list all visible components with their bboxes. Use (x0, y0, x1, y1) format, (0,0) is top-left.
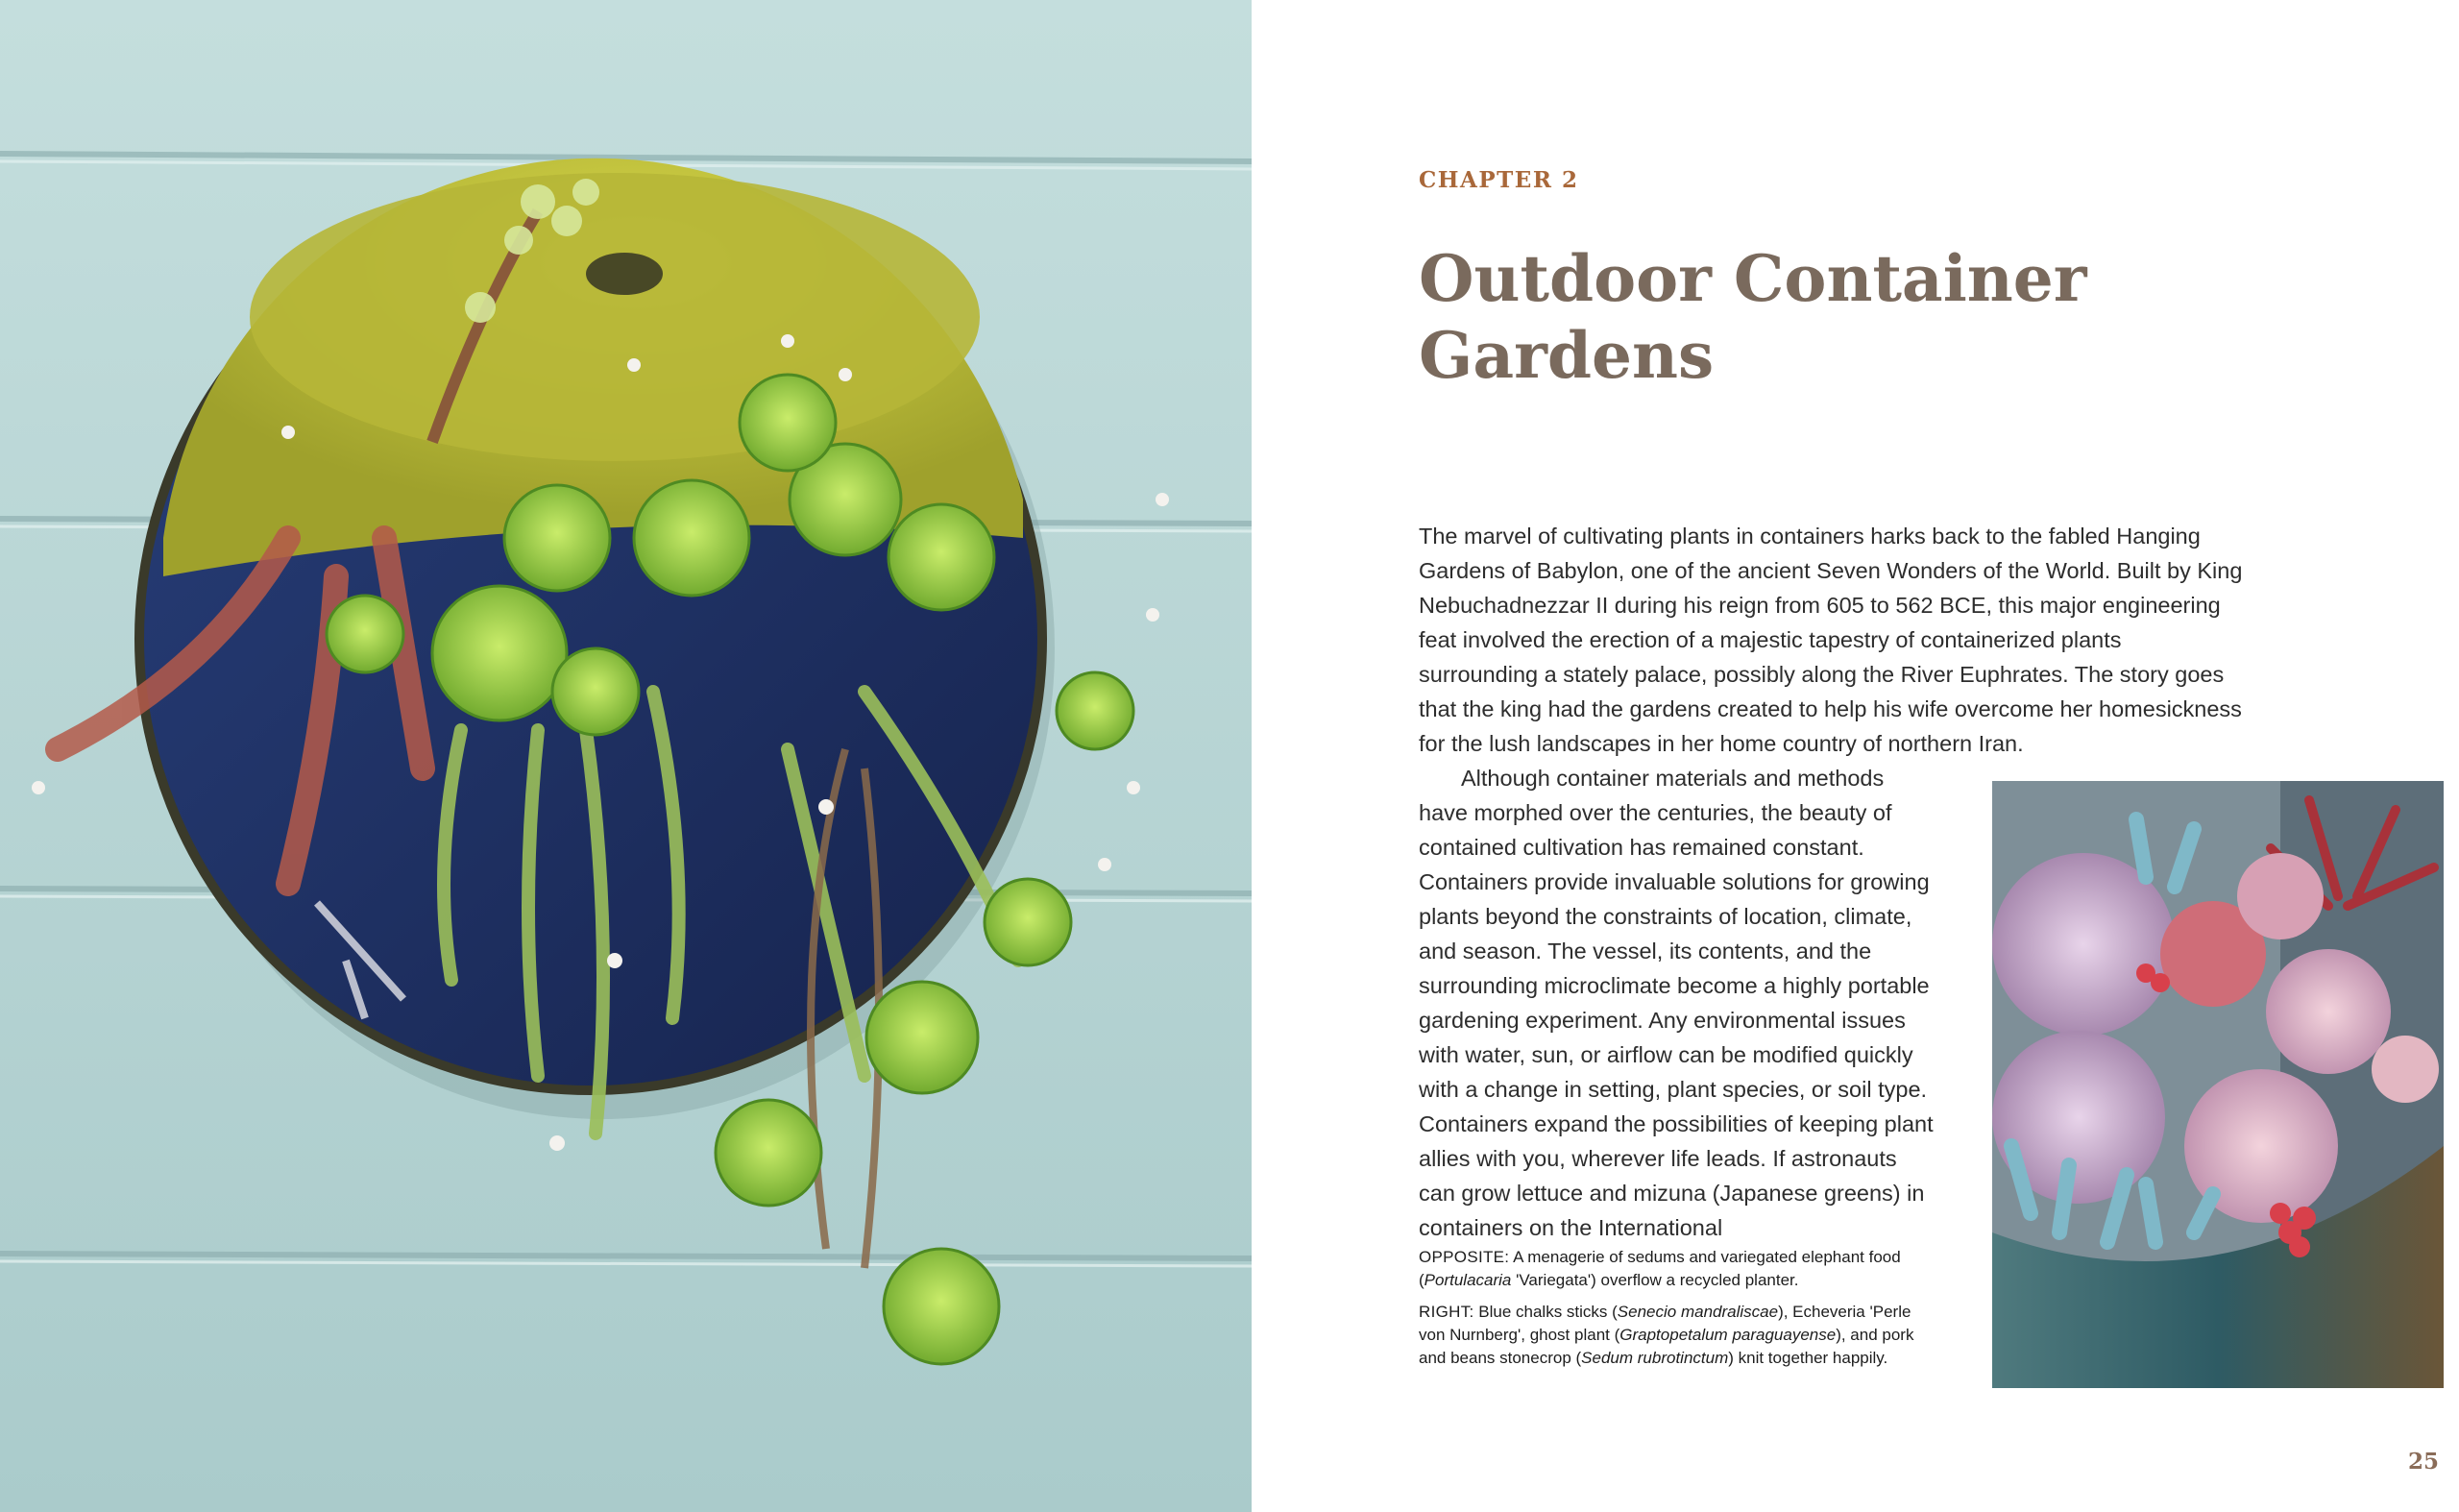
caption-opposite-italic-1: Portulacaria (1424, 1271, 1512, 1289)
caption-opposite-text-b: 'Variegata') overflow a recycled planter. (1511, 1271, 1799, 1289)
caption-right-text-c: ), and pork and beans stonecrop ( (1419, 1326, 1914, 1367)
caption-right-text-a: Blue chalks sticks ( (1473, 1303, 1618, 1321)
caption-right-text-b: ), Echeveria 'Perle von Nurnberg', ghost plant ( (1419, 1303, 1911, 1344)
caption-opposite-lead: OPPOSITE: (1419, 1248, 1510, 1266)
chapter-label: CHAPTER 2 (1419, 167, 1579, 193)
succulents-illustration (1992, 781, 2444, 1388)
caption-opposite-text-a: A menagerie of sedums and variegated elephant food ( (1419, 1248, 1901, 1289)
right-photo-succulents (1992, 781, 2444, 1388)
page-number: 25 (2408, 1449, 2440, 1475)
caption-right-lead: RIGHT: (1419, 1303, 1474, 1321)
chapter-title-line-1: Outdoor Container (1419, 241, 2087, 316)
caption-opposite (1419, 1246, 1918, 1292)
caption-right-italic-3: Sedum rubrotinctum (1581, 1349, 1729, 1367)
caption-right-italic-1: Senecio mandraliscae (1617, 1303, 1779, 1321)
body-paragraph-2: Although container materials and methods have morphed over the centuries, the beauty of contained cultivation has remained constant. Containers provide invaluable solutions for growing plants beyond the constraints of location, climate, and season. The vessel, its contents, and the surrounding microclimate become a highly portable gardening experiment. Any environmental issues with water, sun, or airflow can be modified quickly with a change in setting, plant species, or soil type. Containers expand the possibilities of keeping plant allies with you, wherever life leads. If astronauts can grow lettuce and mizuna (Japanese greens) in containers on the International (1419, 766, 1934, 1240)
caption-right-italic-2: Graptopetalum paraguayense (1619, 1326, 1837, 1344)
chapter-title (1419, 240, 2091, 394)
caption-right (1419, 1301, 1918, 1370)
chapter-title-line-2: Gardens (1419, 318, 1715, 393)
caption-right-text-d: ) knit together happily. (1728, 1349, 1888, 1367)
body-paragraph-1: The marvel of cultivating plants in containers harks back to the fabled Hanging Gardens of Babylon, one of the ancient Seven Wonders of the World. Built by King Nebuchadnezzar II during his reign from 605 to 562 BCE, this major engineering feat involved the erection of a majestic tapestry of containerized plants surrounding a stately palace, possibly along the River Euphrates. The story goes that the king had the gardens created to help his wife overcome her homesickness for the lush landscapes in her home country of northern Iran. (1419, 524, 2243, 756)
